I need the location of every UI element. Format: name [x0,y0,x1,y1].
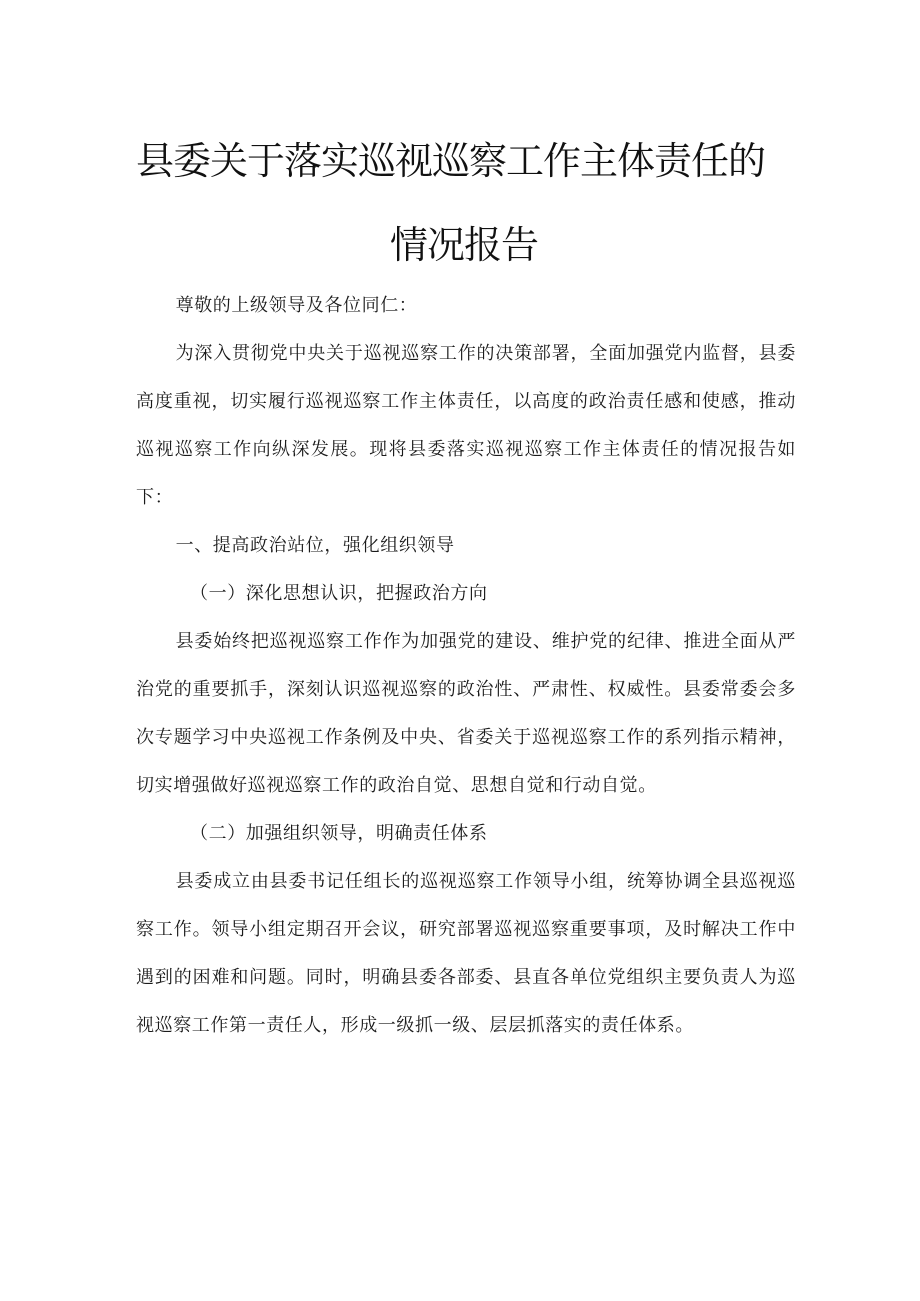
document-body [136,330,796,1050]
salutation: 尊敬的上级领导及各位同仁： [175,295,418,316]
document-title-line-1: 县委关于落实巡视巡察工作主体责任的 [136,139,766,183]
salutation-block [136,282,796,330]
heading-subsection-1: （一）深化思想认识，把握政治方向 [190,583,488,604]
heading-subsection-2: （二）加强组织领导，明确责任体系 [190,823,488,844]
paragraph-subsection-1: 县委始终把巡视巡察工作作为加强党的建设、维护党的纪律、推进全面从严治党的重要抓手，深刻认识巡视巡察的政治性、严肃性、权威性。县委常委会多次专题学习中央巡视工作条例及中央、省委关于巡视巡察工作的系列指示精神，切实增强做好巡视巡察工作的政治自觉、思想自觉和行动自觉。 [136,631,796,796]
heading-section-1: 一、提高政治站位，强化组织领导 [175,535,455,556]
document-title-line-2: 情况报告 [390,223,539,267]
paragraph-intro: 为深入贯彻党中央关于巡视巡察工作的决策部署，全面加强党内监督，县委高度重视，切实履行巡视巡察工作主体责任，以高度的政治责任感和使感，推动巡视巡察工作向纵深发展。现将县委落实巡视巡察工作主体责任的情况报告如下： [136,343,796,508]
paragraph-subsection-2: 县委成立由县委书记任组长的巡视巡察工作领导小组，统筹协调全县巡视巡察工作。领导小组定期召开会议，研究部署巡视巡察重要事项，及时解决工作中遇到的困难和问题。同时，明确县委各部委、县直各单位党组织主要负责人为巡视巡察工作第一责任人，形成一级抓一级、层层抓落实的责任体系。 [136,871,796,1036]
